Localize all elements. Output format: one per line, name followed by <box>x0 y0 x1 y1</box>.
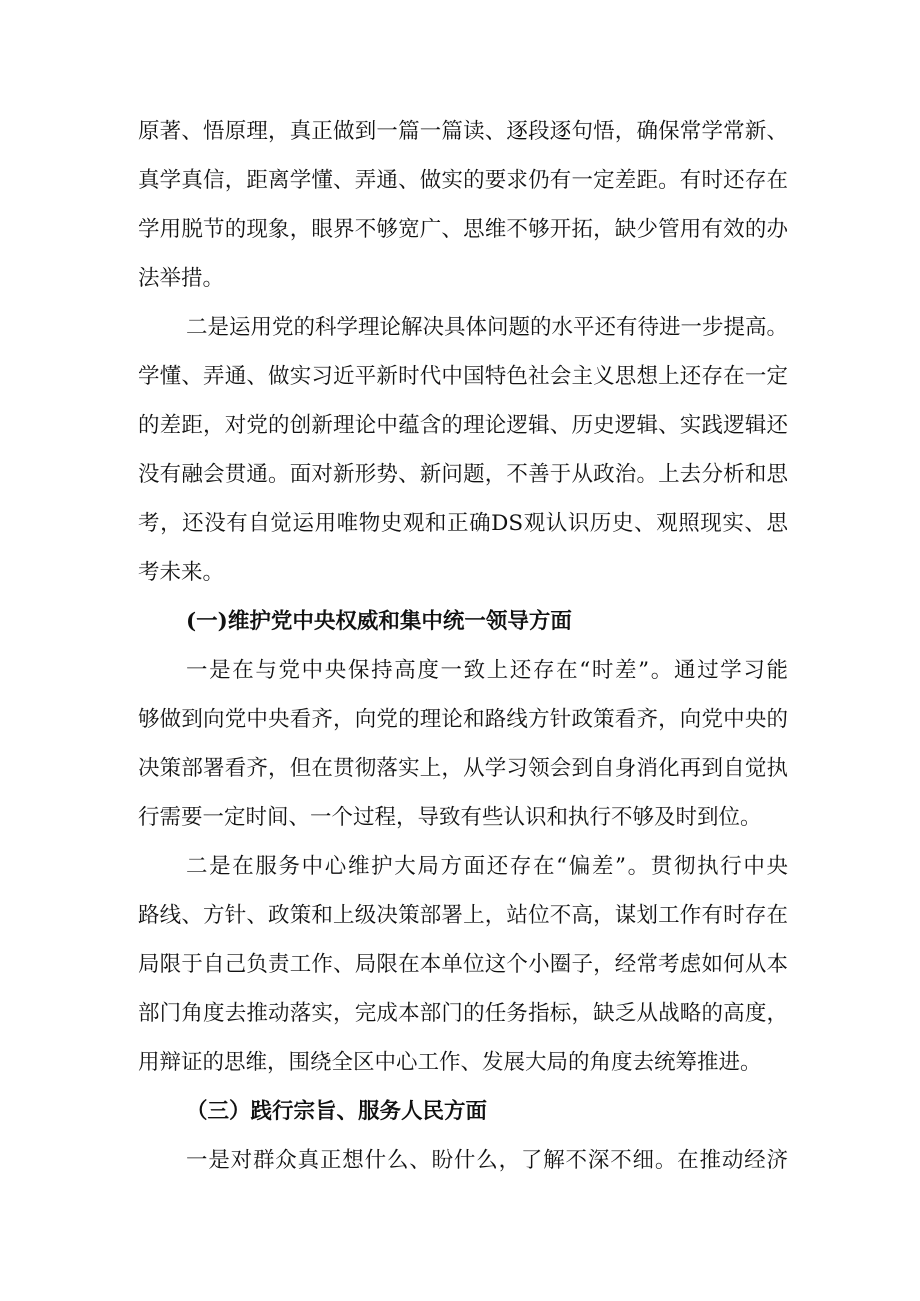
paragraph-line: 够做到向党中央看齐，向党的理论和路线方针政策看齐，向党中央的 <box>138 707 788 732</box>
paragraph-line: 学懂、弄通、做实习近平新时代中国特色社会主义思想上还存在一定 <box>138 364 788 389</box>
paragraph-line: 法举措。 <box>138 266 225 291</box>
paragraph-line: 真学真信，距离学懂、弄通、做实的要求仍有一定差距。有时还存在 <box>138 168 788 193</box>
paragraph-line: 路线、方针、政策和上级决策部署上，站位不高，谋划工作有时存在 <box>138 903 788 928</box>
paragraph-line: 用辩证的思维，围绕全区中心工作、发展大局的角度去统筹推进。 <box>138 1050 762 1075</box>
paragraph-line: 没有融会贯通。面对新形势、新问题，不善于从政治。上去分析和思 <box>138 462 788 487</box>
paragraph-line: 二是在服务中心维护大局方面还存在“偏差”。贯彻执行中央 <box>186 854 788 879</box>
section-heading: (一)维护党中央权威和集中统一领导方面 <box>186 609 572 634</box>
paragraph-line: 二是运用党的科学理论解决具体问题的水平还有待进一步提高。 <box>186 315 788 340</box>
section-heading: （三）践行宗旨、服务人民方面 <box>186 1099 488 1124</box>
paragraph-line: 考，还没有自觉运用唯物史观和正确DS观认识历史、观照现实、思 <box>138 511 788 536</box>
paragraph-line: 部门角度去推动落实，完成本部门的任务指标，缺乏从战略的高度， <box>138 1001 788 1026</box>
paragraph-line: 考未来。 <box>138 560 225 585</box>
paragraph-line: 决策部署看齐，但在贯彻落实上，从学习领会到自身消化再到自觉执 <box>138 756 788 781</box>
paragraph-line: 行需要一定时间、一个过程，导致有些认识和执行不够及时到位。 <box>138 805 762 830</box>
paragraph-line: 的差距，对党的创新理论中蕴含的理论逻辑、历史逻辑、实践逻辑还 <box>138 413 788 438</box>
paragraph-line: 局限于自己负责工作、局限在本单位这个小圈子，经常考虑如何从本 <box>138 952 788 977</box>
paragraph-line: 学用脱节的现象，眼界不够宽广、思维不够开拓，缺少管用有效的办 <box>138 217 788 242</box>
paragraph-line: 一是对群众真正想什么、盼什么，了解不深不细。在推动经济 <box>186 1148 788 1173</box>
paragraph-line: 一是在与党中央保持高度一致上还存在“时差”。通过学习能 <box>186 658 788 683</box>
paragraph-line: 原著、悟原理，真正做到一篇一篇读、逐段逐句悟，确保常学常新、 <box>138 119 788 144</box>
